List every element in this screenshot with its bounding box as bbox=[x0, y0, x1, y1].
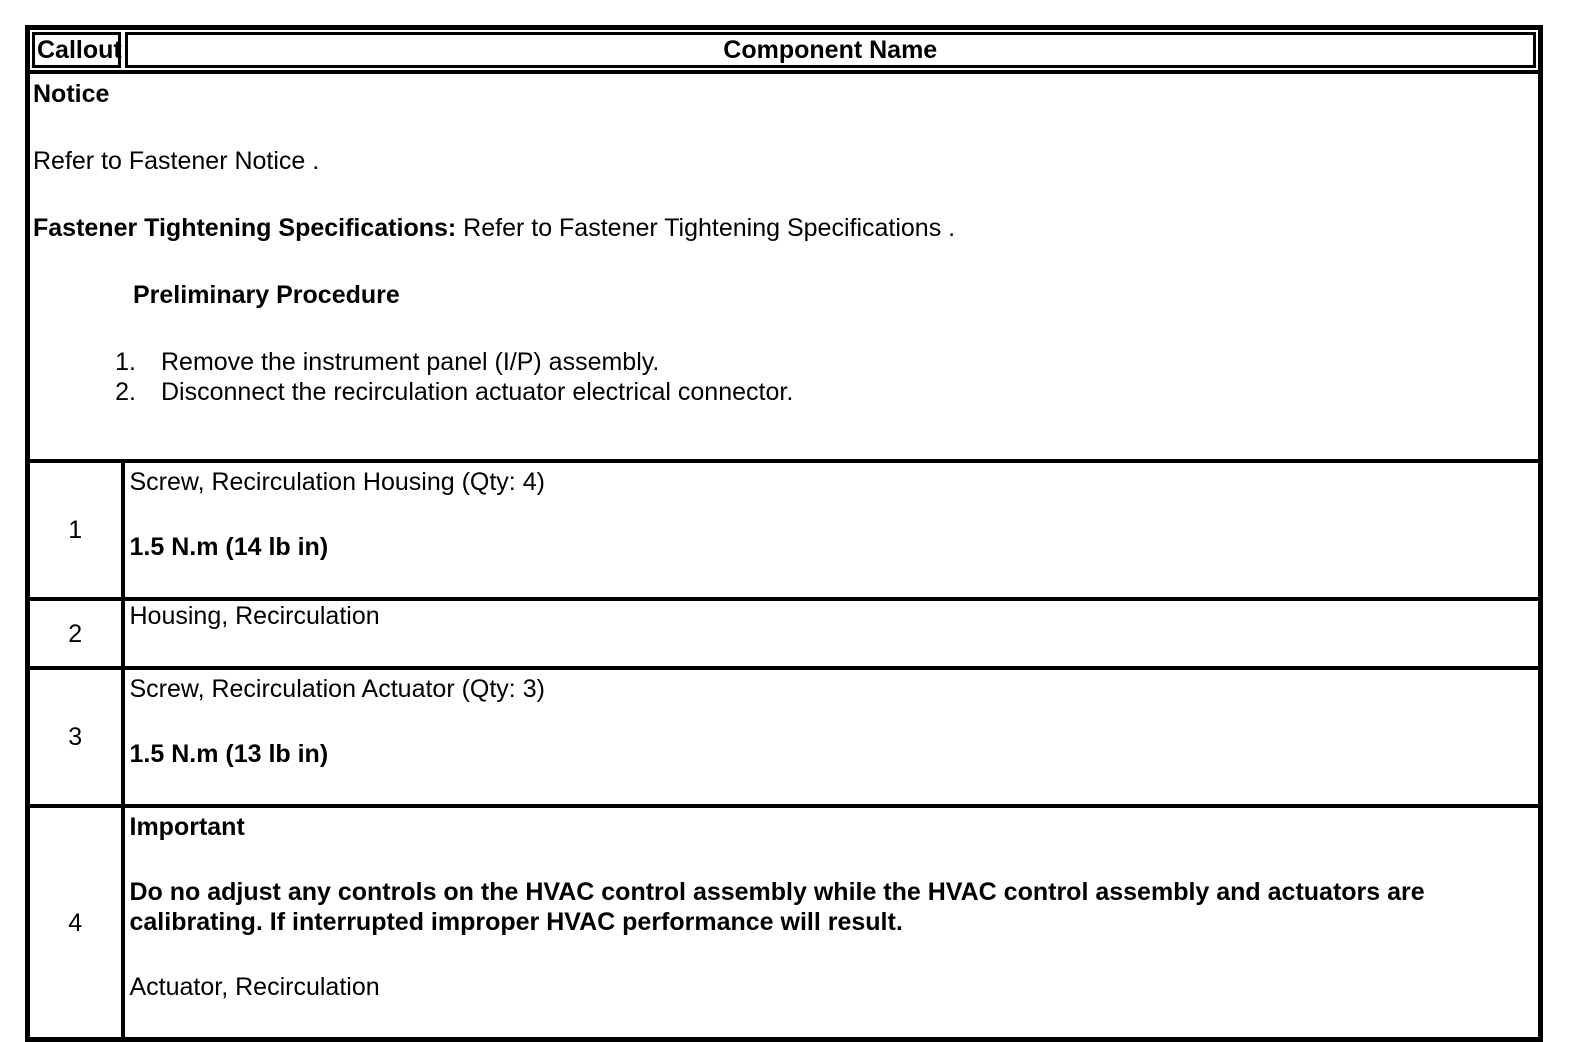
component-name-column-header: Component Name bbox=[125, 32, 1537, 68]
torque-spec: 1.5 N.m (14 lb in) bbox=[129, 533, 329, 561]
component-name: Screw, Recirculation Actuator (Qty: 3) bbox=[129, 675, 545, 703]
fastener-tightening-label: Fastener Tightening Specifications: bbox=[33, 214, 457, 242]
table-row bbox=[28, 806, 1541, 1040]
fastener-tightening-line bbox=[33, 213, 1532, 243]
callout-header-cell bbox=[28, 28, 123, 73]
notice-title: Notice bbox=[33, 80, 110, 108]
component-header-cell bbox=[123, 28, 1541, 73]
fastener-notice-reference: Refer to Fastener Notice . bbox=[33, 147, 320, 175]
table-row bbox=[28, 461, 1541, 599]
important-warning-text: Do no adjust any controls on the HVAC control assembly while the HVAC control assembly and actuators are calibrating. If interrupted improper HVAC performance will result. bbox=[129, 878, 1425, 936]
table-row bbox=[28, 668, 1541, 806]
fastener-tightening-reference: Refer to Fastener Tightening Specifications . bbox=[456, 214, 956, 242]
callout-number: 4 bbox=[28, 806, 123, 1040]
component-cell bbox=[123, 599, 1541, 668]
component-cell bbox=[123, 461, 1541, 599]
important-title: Important bbox=[129, 813, 245, 841]
procedure-step bbox=[88, 377, 1532, 407]
component-spec-table bbox=[25, 25, 1543, 1042]
component-name: Actuator, Recirculation bbox=[129, 973, 380, 1001]
preliminary-procedure-title: Preliminary Procedure bbox=[133, 281, 400, 309]
component-cell bbox=[123, 806, 1541, 1040]
notice-cell bbox=[28, 72, 1541, 461]
step-number: 1. bbox=[115, 348, 136, 376]
table-header-row bbox=[28, 28, 1541, 73]
table-row bbox=[28, 599, 1541, 668]
component-cell bbox=[123, 668, 1541, 806]
callout-number: 3 bbox=[28, 668, 123, 806]
callout-number: 1 bbox=[28, 461, 123, 599]
component-name: Screw, Recirculation Housing (Qty: 4) bbox=[129, 468, 545, 496]
callout-column-header: Callout bbox=[32, 32, 121, 68]
step-number: 2. bbox=[115, 378, 136, 406]
step-text: Remove the instrument panel (I/P) assembly. bbox=[161, 348, 660, 376]
torque-spec: 1.5 N.m (13 lb in) bbox=[129, 740, 329, 768]
callout-number: 2 bbox=[28, 599, 123, 668]
procedure-step bbox=[88, 347, 1532, 377]
step-text: Disconnect the recirculation actuator electrical connector. bbox=[161, 378, 794, 406]
component-name: Housing, Recirculation bbox=[129, 602, 380, 630]
preliminary-procedure-steps bbox=[88, 347, 1532, 407]
notice-row bbox=[28, 72, 1541, 461]
